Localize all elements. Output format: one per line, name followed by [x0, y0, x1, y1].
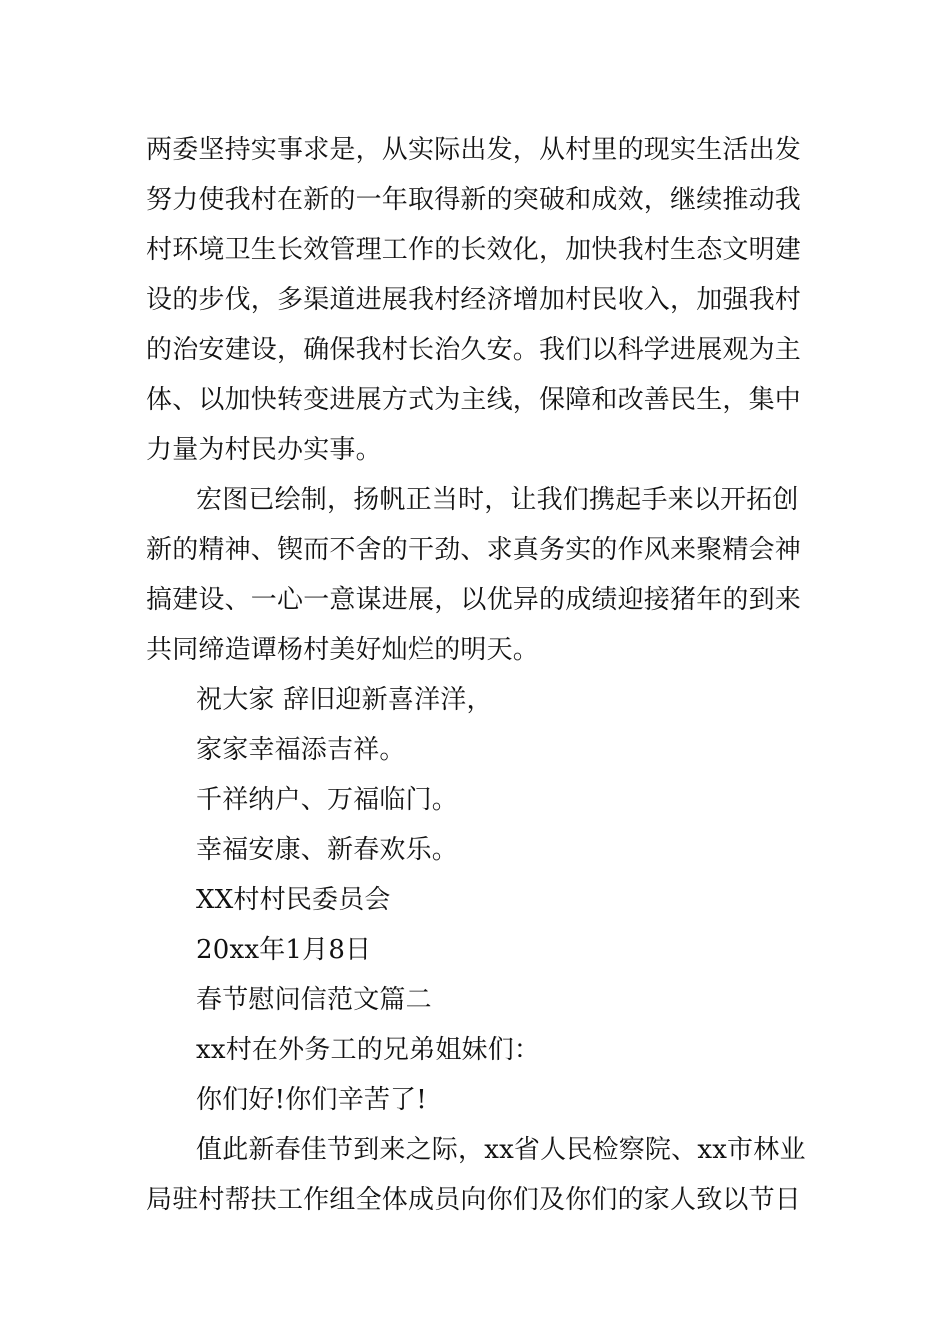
text-line: 局驻村帮扶工作组全体成员向你们及你们的家人致以节日 [146, 1185, 802, 1215]
text-line: 力量为村民办实事。 [146, 435, 382, 465]
greeting-line: 你们好!你们辛苦了! [196, 1085, 427, 1115]
text-line: 新的精神、锲而不舍的干劲、求真务实的作风来聚精会神 [146, 535, 802, 565]
paragraph-start-line: 值此新春佳节到来之际，xx省人民检察院、xx市林业 [196, 1135, 806, 1165]
text-line: 的治安建设，确保我村长治久安。我们以科学进展观为主 [146, 335, 802, 365]
text-line: 设的步伐，多渠道进展我村经济增加村民收入，加强我村 [146, 285, 802, 315]
text-line: 体、以加快转变进展方式为主线，保障和改善民生，集中 [146, 385, 802, 415]
greeting-line: 祝大家 辞旧迎新喜洋洋， [196, 685, 493, 715]
text-line: 搞建设、一心一意谋进展，以优异的成绩迎接猪年的到来 [146, 585, 802, 615]
signature-organization: XX村村民委员会 [196, 885, 391, 915]
section-heading: 春节慰问信范文篇二 [196, 985, 432, 1015]
text-line: 共同缔造谭杨村美好灿烂的明天。 [146, 635, 540, 665]
text-line: 两委坚持实事求是，从实际出发，从村里的现实生活出发 [146, 135, 802, 165]
signature-date: 20xx年1月8日 [196, 935, 372, 965]
greeting-line: 家家幸福添吉祥。 [196, 735, 406, 765]
text-line: 村环境卫生长效管理工作的长效化，加快我村生态文明建 [146, 235, 802, 265]
greeting-line: 千祥纳户、万福临门。 [196, 785, 459, 815]
paragraph-start-line: 宏图已绘制，扬帆正当时，让我们携起手来以开拓创 [196, 485, 799, 515]
salutation: xx村在外务工的兄弟姐妹们： [196, 1035, 541, 1065]
greeting-line: 幸福安康、新春欢乐。 [196, 835, 459, 865]
text-line: 努力使我村在新的一年取得新的突破和成效，继续推动我 [146, 185, 802, 215]
